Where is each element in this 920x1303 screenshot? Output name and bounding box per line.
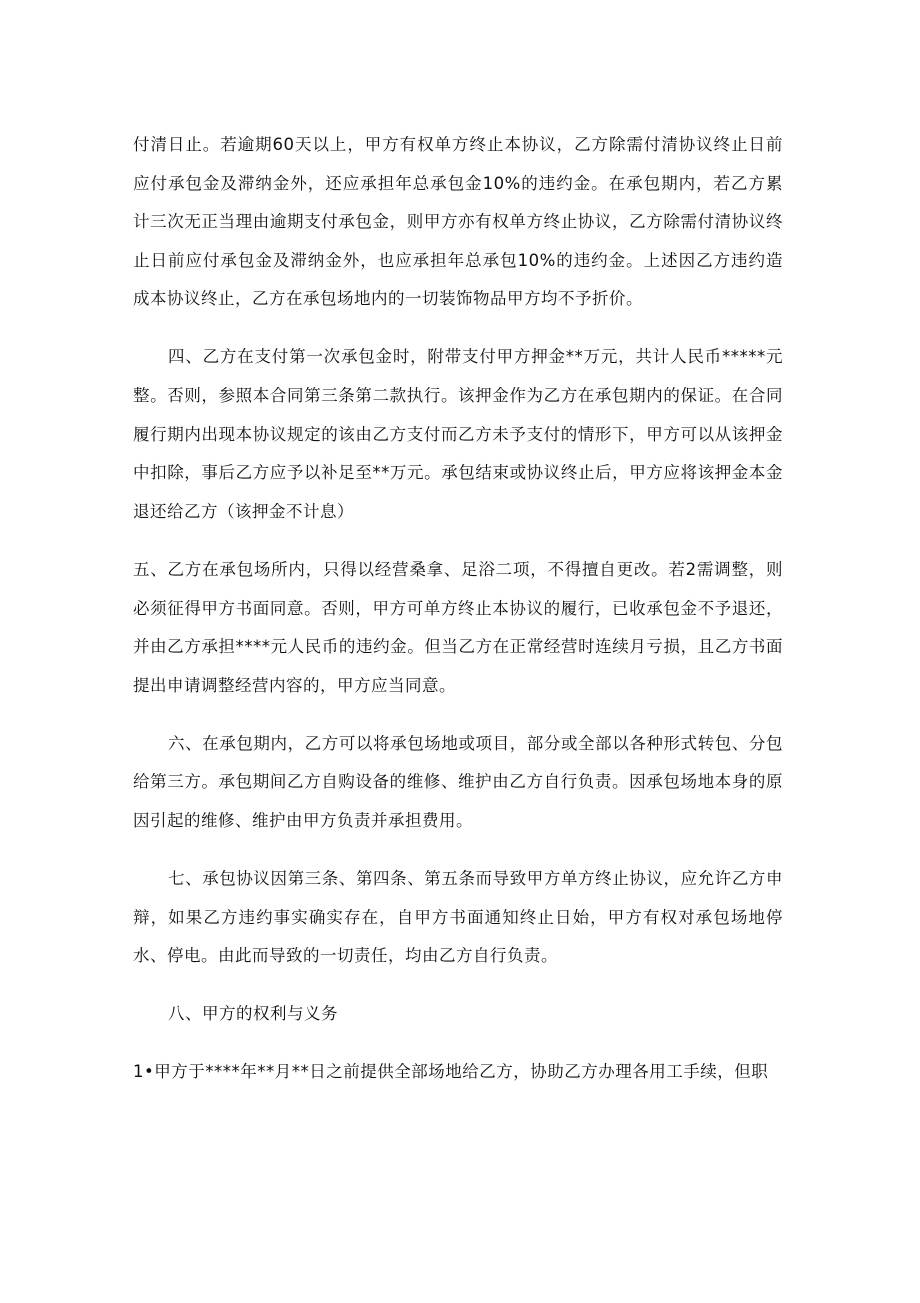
paragraph-clause-five-business-scope: 五、乙方在承包场所内，只得以经营桑拿、足浴二项，不得擅自更改。若2需调整，则必须征得甲方书面同意。否则，甲方可单方终止本协议的履行，已收承包金不予退还，并由乙方承担****元人民币的违约金。但当乙方在正常经营时连续月亏损，且乙方书面提出申请调整经营内容的，甲方应当同意。 — [133, 559, 783, 695]
paragraph-clause-four-deposit: 四、乙方在支付第一次承包金时，附带支付甲方押金**万元，共计人民币*****元整。否则，参照本合同第三条第二款执行。该押金作为乙方在承包期内的保证。在合同履行期内出现本协议规定的该由乙方支付而乙方未予支付的情形下，甲方可以从该押金中扣除，事后乙方应予以补足至**万元。承包结束或协议终止后，甲方应将该押金本金退还给乙方（该押金不计息） — [133, 347, 783, 521]
paragraph-clause-seven-termination: 七、承包协议因第三条、第四条、第五条而导致甲方单方终止协议，应允许乙方申辩，如果乙方违约事实确实存在，自甲方书面通知终止日始，甲方有权对承包场地停水、停电。由此而导致的一切责任，均由乙方自行负责。 — [133, 869, 783, 966]
paragraph-clause-six-subcontract: 六、在承包期内，乙方可以将承包场地或项目，部分或全部以各种形式转包、分包给第三方。承包期间乙方自购设备的维修、维护由乙方自行负责。因承包场地本身的原因引起的维修、维护由甲方负责并承担费用。 — [133, 733, 783, 830]
document-body — [133, 126, 783, 1112]
paragraph-clause-eight-item-one: 1•甲方于****年**月**日之前提供全部场地给乙方，协助乙方办理各用工手续，但职 — [133, 1062, 769, 1082]
paragraph-payment-default: 付清日止。若逾期60天以上，甲方有权单方终止本协议，乙方除需付清协议终止日前应付承包金及滞纳金外，还应承担年总承包金10%的违约金。在承包期内，若乙方累计三次无正当理由逾期支付承包金，则甲方亦有权单方终止协议，乙方除需付清协议终止日前应付承包金及滞纳金外，也应承担年总承包10%的违约金。上述因乙方违约造成本协议终止，乙方在承包场地内的一切装饰物品甲方均不予折价。 — [133, 135, 783, 309]
paragraph-clause-eight-heading: 八、甲方的权利与义务 — [168, 1004, 338, 1024]
